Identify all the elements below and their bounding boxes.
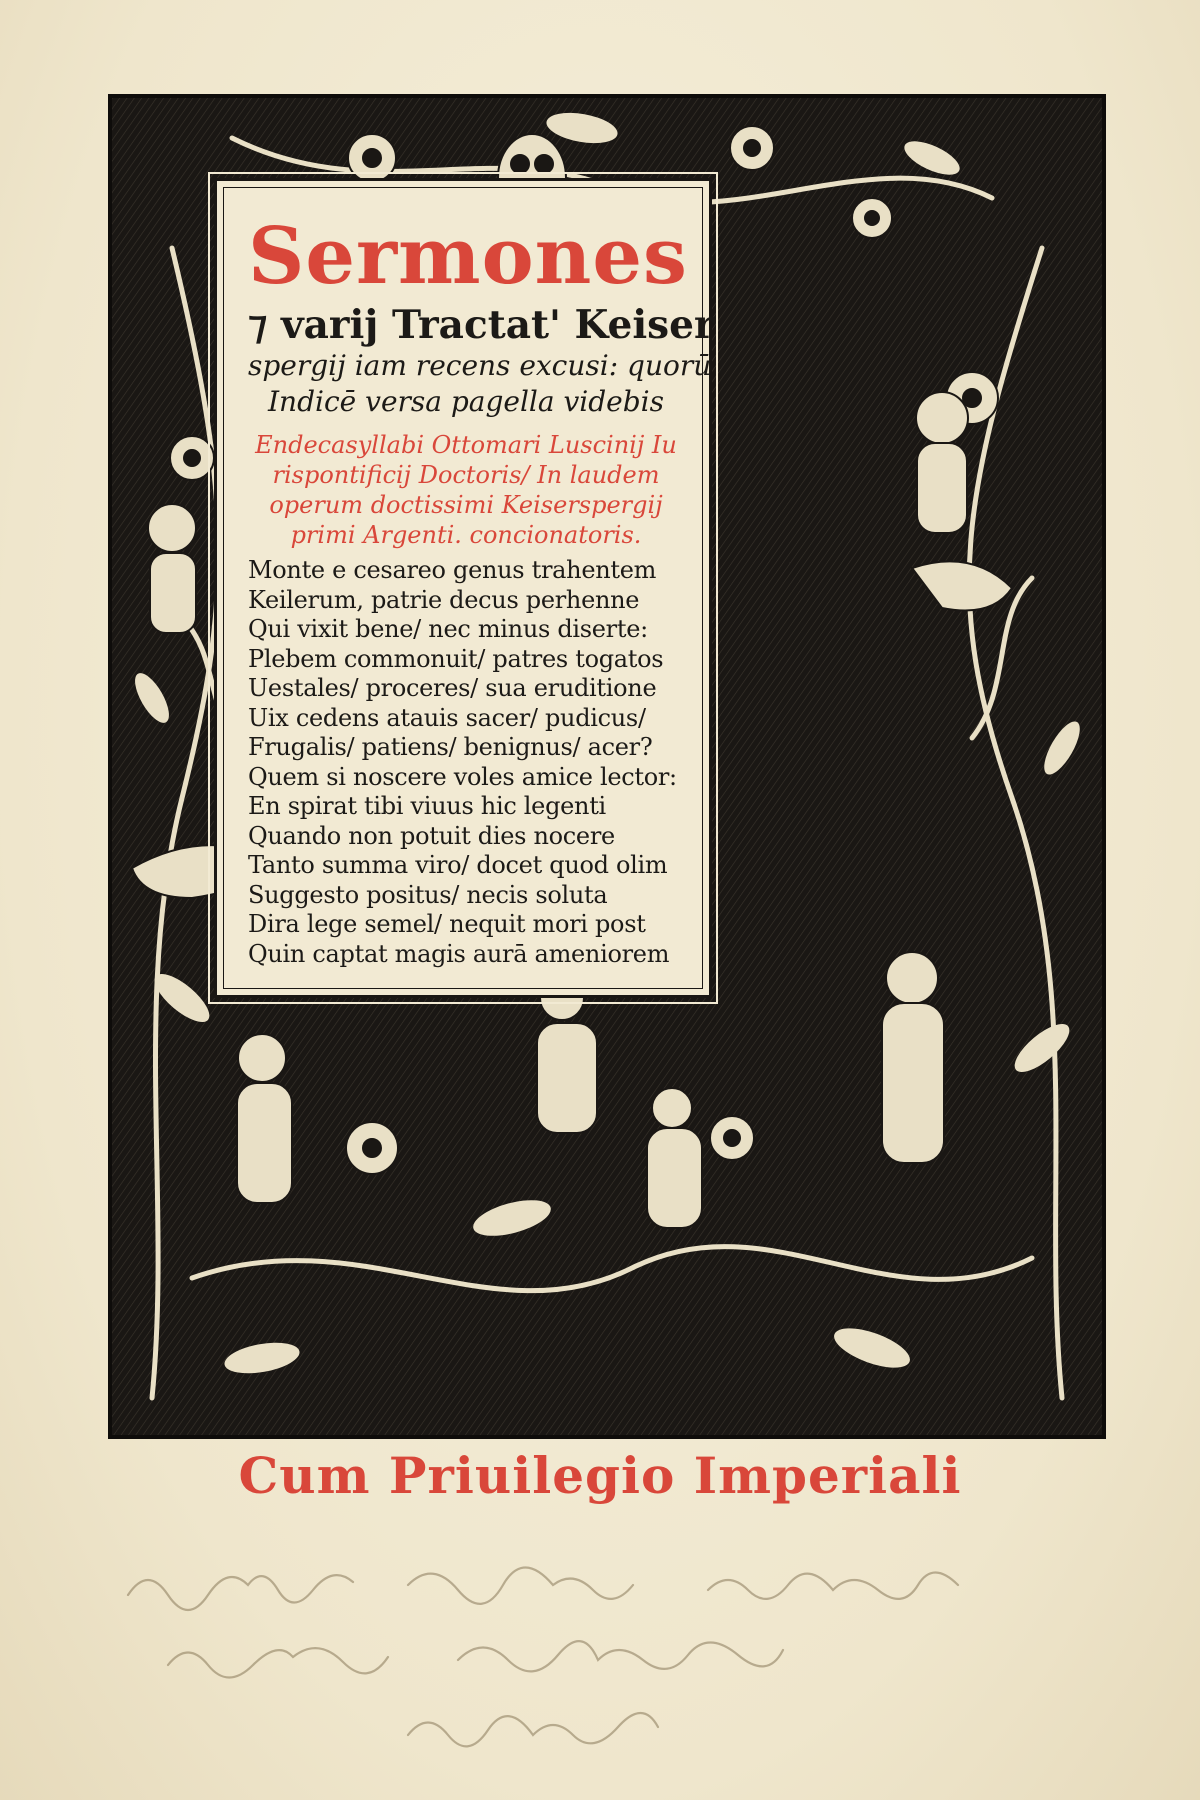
red-heading-line: Endecasyllabi Ottomari Luscinij Iu [255, 431, 677, 459]
handwritten-ownership-inscription [108, 1545, 1108, 1775]
poem-line: Plebem commonuit/ patres togatos [248, 644, 664, 673]
title-text-panel [214, 178, 715, 998]
red-heading-line: rispontificij Doctoris/ In laudem [272, 461, 660, 489]
poem-line: Uix cedens atauis sacer/ pudicus/ [248, 703, 646, 732]
poem-line: Frugalis/ patiens/ benignus/ acer? [248, 733, 653, 761]
poem-line: En spirat tibi viuus hic legenti [248, 792, 606, 820]
subtitle-line-2: spergij iam recens excusi: quorū [248, 349, 712, 382]
poem-line: Keilerum, patrie decus perhenne [248, 585, 640, 614]
poem-line: Uestales/ proceres/ sua eruditione [248, 674, 657, 702]
poem-line: Qui vixit bene/ nec minus diserte: [248, 615, 648, 643]
red-heading-line: primi Argenti. concionatoris. [290, 521, 642, 549]
subtitle-line-1: ⁊ varij Tractat' Keiser [248, 302, 715, 348]
poem-line: Monte e cesareo genus trahentem [248, 556, 657, 584]
poem-line: Dira lege semel/ nequit mori post [248, 910, 646, 938]
poem-line: Quando non potuit dies nocere [248, 821, 615, 850]
title: Sermones [248, 211, 688, 302]
subtitle-line-3: Indicē versa pagella videbis [268, 385, 664, 418]
imprint-privilege: Cum Priuilegio Imperiali [238, 1446, 962, 1505]
poem-line: Quin captat magis aurā ameniorem [248, 939, 670, 968]
poem-line: Suggesto positus/ necis soluta [248, 880, 608, 909]
poem-line: Quem si noscere voles amice lector: [248, 762, 677, 791]
title-text-frame [223, 187, 715, 989]
red-heading-line: operum doctissimi Keiserspergij [269, 491, 663, 519]
poem-line: Tanto summa viro/ docet quod olim [248, 851, 668, 879]
